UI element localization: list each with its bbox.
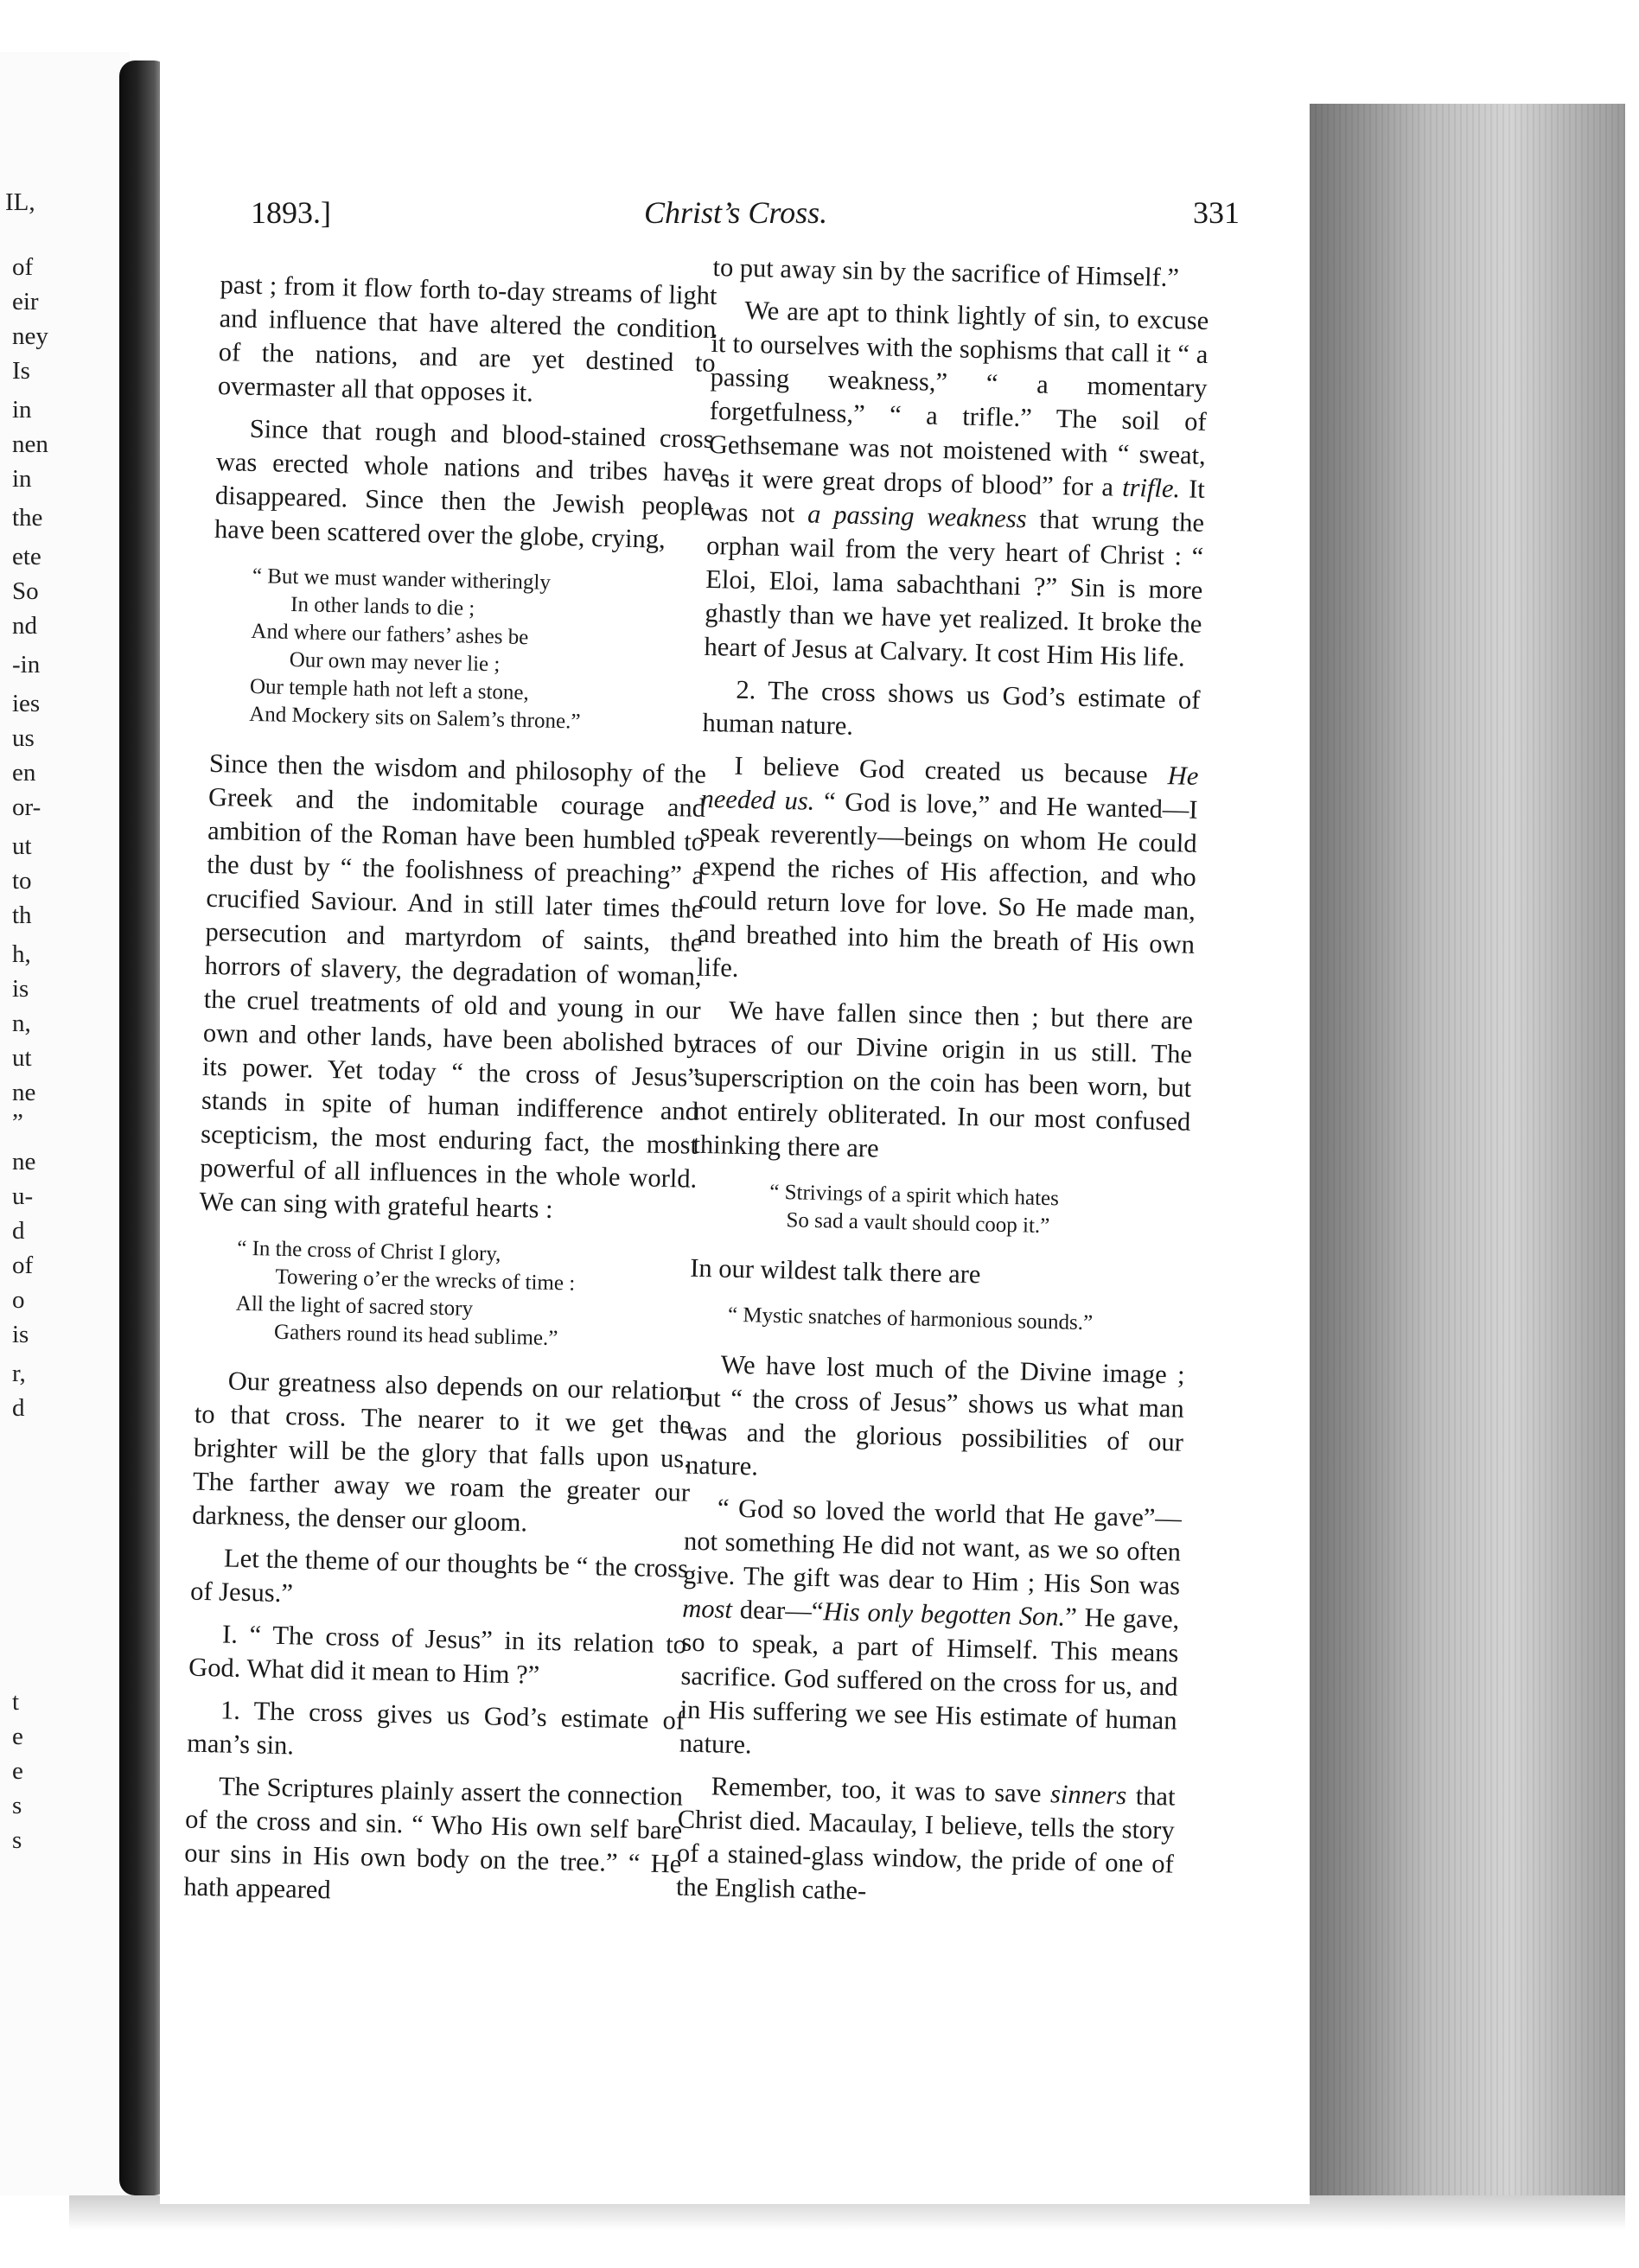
poem-line: So sad a vault should coop it.” bbox=[786, 1208, 1050, 1239]
paragraph: Since that rough and blood-stained cross was erected whole nations and tribes have disappeared. Since then the Jewish people have been scattered over the globe, crying, bbox=[214, 413, 715, 554]
poem-quote bbox=[210, 562, 711, 739]
right-column bbox=[675, 251, 1209, 1924]
text-run: I believe God created us because bbox=[734, 750, 1149, 790]
facing-page-text-fragment: in bbox=[12, 465, 32, 493]
text-run: We are apt to think lightly of sin, to excuse it to ourselves with the sophisms that call it “ a passing weakness,” “ a momentary forgetfulness,” “ a trifle.” The soil of Gethsemane was not moistened with “ sweat, as it were great drops of blood” for a bbox=[707, 295, 1209, 502]
paragraph bbox=[676, 1769, 1176, 1915]
paragraph bbox=[679, 1491, 1182, 1772]
running-head-date: 1893.] bbox=[251, 195, 331, 230]
poem-quote bbox=[196, 1234, 696, 1356]
facing-page-text-fragment: or- bbox=[12, 793, 41, 821]
text-run: “ God is love,” and He wanted—I speak reverently—beings on whom He could expend the riches of His affection, and who could return love for love. So He made man, and breathed into him the breath of His own life. bbox=[696, 787, 1198, 983]
facing-page-text-fragment: IL, bbox=[5, 188, 35, 216]
facing-page-text-fragment: th bbox=[12, 901, 32, 929]
paragraph: Since then the wisdom and philosophy of the Greek and the indomitable courage and ambition of the Roman have been humbled to the dust by “ the foolishness of preaching” a crucified Saviour. And in still later times the persecution and martyrdom of saints, the horrors of slavery, the degradation of woman, the cruel treatments of old and young in our own and other lands, have been abolished by its power. Yet today “ the cross of Jesus” stands in spite of human indifference and scepticism, the most enduring fact, the most powerful of all influences in the whole world. We can sing with grateful hearts : bbox=[199, 748, 707, 1225]
paragraph: 2. The cross shows us God’s estimate of human nature. bbox=[702, 674, 1201, 741]
facing-page-text-fragment: So bbox=[12, 577, 39, 605]
poem-line: “ Mystic snatches of harmonious sounds.” bbox=[727, 1303, 1094, 1335]
facing-page-text-fragment: o bbox=[12, 1286, 25, 1314]
paragraph bbox=[704, 293, 1209, 675]
emphasis-text: His only begotten Son. bbox=[822, 1596, 1066, 1632]
book-page bbox=[160, 61, 1310, 2204]
text-run: ” He gave, so to speak, a part of Himself. This means sacrifice. God suffered on the cross for us, and in His suffering we see His estimate of human nature. bbox=[679, 1602, 1180, 1760]
facing-page-text-fragment: nen bbox=[12, 430, 48, 458]
facing-page-text-fragment: s bbox=[12, 1792, 22, 1819]
poem-line: Our temple hath not left a stone, bbox=[249, 674, 530, 705]
poem-line: In other lands to die ; bbox=[290, 592, 475, 621]
emphasis-text: sinners bbox=[1049, 1779, 1127, 1811]
page-number: 331 bbox=[1193, 195, 1240, 230]
facing-page-text-fragment: e bbox=[12, 1757, 23, 1785]
paragraph: We have lost much of the Divine image ; but “ the cross of Jesus” shows us what man was and the glorious possibilities of our nature. bbox=[685, 1349, 1186, 1481]
emphasis-text: a passing weakness bbox=[807, 499, 1027, 534]
paragraph: I. “ The cross of Jesus” in its relation to God. What did it mean to Him ?” bbox=[188, 1619, 687, 1690]
facing-page-text-fragment: ne bbox=[12, 1079, 36, 1106]
emphasis-text: trifle. bbox=[1121, 472, 1181, 504]
paragraph: 1. The cross gives us God’s estimate of man’s sin. bbox=[186, 1695, 686, 1761]
poem-quote bbox=[691, 1177, 1189, 1244]
facing-page-text-fragment: -in bbox=[12, 651, 41, 678]
facing-page-text-fragment: of bbox=[12, 253, 34, 281]
text-run: dear—“ bbox=[739, 1595, 824, 1627]
poem-line: “ In the cross of Christ I glory, bbox=[236, 1236, 501, 1266]
running-head-title: Christ’s Cross. bbox=[644, 195, 828, 230]
poem-line: All the light of sacred story bbox=[235, 1291, 474, 1321]
facing-page-text-fragment: ney bbox=[12, 322, 48, 350]
facing-page-text-fragment: the bbox=[12, 504, 43, 532]
facing-page-text-fragment: is bbox=[12, 1321, 29, 1348]
text-run: that wrung the orphan wail from the very heart of Christ : “ Eloi, Eloi, lama sabachthani ?” Sin is more ghastly than we have yet realized. It broke the heart of Jesus at Calvary. It cost Him His life. bbox=[704, 504, 1205, 672]
facing-page-text-fragment: e bbox=[12, 1723, 23, 1750]
paragraph: The Scriptures plainly assert the connection of the cross and sin. “ Who His own self bare our sins in His own body on the tree.” “ He hath appeared bbox=[183, 1771, 684, 1905]
facing-page-text-fragment: d bbox=[12, 1394, 25, 1422]
left-column bbox=[183, 268, 717, 1924]
poem-line: Towering o’er the wrecks of time : bbox=[275, 1265, 576, 1296]
paragraph: In our wildest talk there are bbox=[689, 1252, 981, 1290]
poem-line: “ But we must wander witheringly bbox=[252, 564, 552, 595]
poem-line: And where our fathers’ ashes be bbox=[251, 619, 529, 650]
facing-page-text-fragment: in bbox=[12, 396, 32, 424]
facing-page-text-fragment: nd bbox=[12, 612, 37, 640]
facing-page-text-fragment: d bbox=[12, 1217, 25, 1245]
facing-page-text-fragment: of bbox=[12, 1252, 34, 1279]
facing-page-text-fragment: ne bbox=[12, 1148, 36, 1175]
text-run: It was not bbox=[706, 474, 1206, 529]
paragraph: We have fallen since then ; but there are traces of our Divine origin in us still. The superscription on the coin has been worn, but not entirely obliterated. In our most confused thinking there are bbox=[692, 995, 1194, 1163]
emphasis-text: most bbox=[681, 1593, 733, 1624]
facing-page-text-fragment: ete bbox=[12, 543, 41, 570]
text-run: “ God so loved the world that He gave”—not something He did not want, as we so often give. The gift was dear to Him ; His Son was bbox=[682, 1493, 1183, 1601]
facing-page-text-fragment: to bbox=[12, 867, 32, 895]
facing-page-text-fragment: Is bbox=[12, 357, 30, 385]
poem-quote bbox=[689, 1301, 1187, 1340]
paragraph bbox=[697, 749, 1199, 996]
paragraph: to put away sin by the sacrifice of Himself.” bbox=[712, 252, 1180, 293]
emphasis-text: He needed us. bbox=[700, 761, 1199, 816]
paragraph: Our greatness also depends on our relation to that cross. The nearer to it we get the brighter will be the glory that falls upon us. The farther away we roam the greater our darkness, the denser our gloom. bbox=[191, 1366, 693, 1538]
facing-page-fragment bbox=[0, 52, 130, 2195]
text-run: that Christ died. Macaulay, I believe, tells the story of a stained-glass window, the pride of one of the English cathe- bbox=[675, 1781, 1176, 1906]
paragraph: past ; from it flow forth to-day streams of light and influence that have altered the condition of the nations, and are yet destined to overmaster all that opposes it. bbox=[217, 269, 717, 408]
facing-page-text-fragment: ut bbox=[12, 832, 32, 860]
facing-page-text-fragment: n, bbox=[12, 1010, 31, 1037]
poem-line: Our own may never lie ; bbox=[289, 647, 501, 677]
facing-page-text-fragment: t bbox=[12, 1688, 20, 1716]
facing-page-text-fragment: eir bbox=[12, 288, 39, 315]
facing-page-text-fragment: s bbox=[12, 1826, 22, 1854]
poem-line: Gathers round its head sublime.” bbox=[273, 1320, 558, 1351]
facing-page-text-fragment: en bbox=[12, 759, 36, 787]
facing-page-text-fragment: u- bbox=[12, 1182, 34, 1210]
page-edges bbox=[1297, 104, 1625, 2213]
facing-page-text-fragment: h, bbox=[12, 940, 31, 968]
facing-page-text-fragment: r, bbox=[12, 1360, 26, 1387]
facing-page-text-fragment: ” bbox=[12, 1109, 23, 1137]
paragraph: Let the theme of our thoughts be “ the cross of Jesus.” bbox=[189, 1543, 689, 1609]
text-run: Remember, too, it was to save bbox=[711, 1771, 1042, 1809]
poem-line: And Mockery sits on Salem’s throne.” bbox=[248, 702, 581, 734]
facing-page-text-fragment: ut bbox=[12, 1044, 32, 1072]
facing-page-text-fragment: is bbox=[12, 975, 29, 1003]
facing-page-text-fragment: us bbox=[12, 724, 35, 752]
poem-line: “ Strivings of a spirit which hates bbox=[768, 1180, 1060, 1211]
facing-page-text-fragment: ies bbox=[12, 690, 41, 717]
